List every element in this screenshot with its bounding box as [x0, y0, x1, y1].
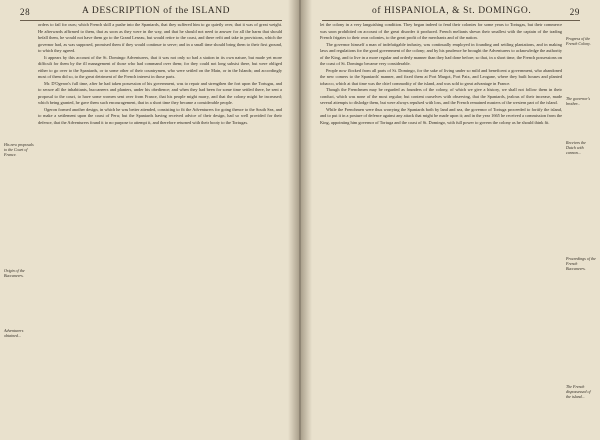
left-body-text [38, 22, 282, 126]
left-margin-note-1: His new proposals to the Court of France. [4, 142, 34, 157]
left-paragraph: Ogeron formed another design, in which he was better attended, consisting to fit the Adventurers for going thence to the South Sea, and to make a settlement upon the coast of Peru; but the Spaniards having received advice of their design, had so well provided for their defence, that the Adventurers found it to no purpose to attempt it, and therefore returned with their booty to the Tortugas. [38, 106, 282, 125]
left-page-number: 28 [20, 7, 31, 17]
left-margin-note-2: Origin of the Buccaneers. [4, 268, 25, 278]
right-margin-note-3: Receives the Dutch with cannon... [566, 140, 586, 155]
left-margin-note-3: Adventurers obtained... [4, 328, 24, 338]
right-margin-note-4: Proceedings of the French Buccaneers. [566, 256, 596, 271]
book-gutter [288, 0, 312, 440]
right-body-text [320, 22, 562, 126]
right-margin-note-2: The governor's brother... [566, 96, 591, 106]
right-head-rule [322, 20, 580, 21]
left-paragraph: orders to fail for ours; which French skill a pushe into the Spaniards, that they suffered him to go quietly over, that it was of great weight. He afterwards affirmed to them, that as soon as they were in the way, and that he should not need to answer for all the harm that should befall them, he would not have them go to the Grand Leseau, but would retire to the coast, and there refit and take in provisions, which the governor had, as was supposed, promised them if they would continue to serve; and in a small time should bring them to their first ground, to which they agreed. [38, 22, 282, 54]
left-head-rule [20, 20, 282, 21]
right-paragraph: People now flocked from all parts of St. Domingo, for the sake of living under so mild and beneficent a government, who abandoned the new comers to the Spaniards' manner, and fixed them at Port Margot, Port Paix, and Leogane, where they built houses and planted tobacco, which at that time was the chief commodity of the island, and was sold to great advantage in France. [320, 67, 562, 86]
right-running-head: of HISPANIOLA, & St. DOMINGO. [372, 6, 532, 16]
right-paragraph: Though the Frenchmen may be regarded as founders of the colony, of which we give a history, we shall not follow them in their conduct, which was none of the most regular; but content ourselves with observing, that the Spaniards, jealous of their increase, made several attempts to dislodge them, but were always repulsed with loss, and the French remained masters of the western part of the island. [320, 87, 562, 106]
left-paragraph: Mr. D'Ogeron's full time, after he had taken possession of his government, was to repair and strengthen the fort upon the Tortugas, and to secure all the inhabitants, buccaneers and planters, under his obedience; and when they had been for some time settled there, he sent a proposal to the court, to have some women sent over from France, that his people might marry, and that the colony might be increased; which being granted, he gave them such encouragement, that in a short time they became a considerable people. [38, 80, 282, 106]
right-paragraph: The governor himself a man of indefatigable industry, was continually employed in founding and settling plantations, and in making laws and regulations for the good government of the colony; and by his prudence he brought the Adventurers to acknowledge the authority of the King, and to live in a more regular and orderly manner than they had done before; so that, in a short time, the French possessions on the coast of St. Domingo became very considerable. [320, 41, 562, 67]
left-running-head: A DESCRIPTION of the ISLAND [82, 6, 231, 16]
right-page-number: 29 [569, 7, 580, 17]
right-margin-note-1: Progress of the French Colony. [566, 36, 591, 46]
right-page [300, 0, 600, 440]
right-paragraph: While the Frenchmen were thus worrying the Spaniards both by land and sea, the governor of Tortuga proceeded to fortify the island, and to put it in a posture of defence against any attack that might be made upon it; and in the year 1665 he received a commission from the King, appointing him governor of Tortuga and the coast of St. Domingo, with full power to govern the colony as he should think fit. [320, 106, 562, 125]
right-margin-note-5: The French dispossessed of the island... [566, 384, 591, 399]
left-paragraph: It appears by this account of the St. Domingo Adventurers, that it was not only so bad a station in its own nature, but made yet more difficult for them by the ill management of those who had command over them; for they could not long subsist there, but were obliged either to go over to the Spaniards, or to some other of their countrymen, who were settled on the Main, or in the Islands; and accordingly most of them did so, to the great detriment of the French interest in those parts. [38, 54, 282, 80]
right-paragraph: let the colony in a very languishing condition. They began indeed to fend their colonies for some years to Tortugas, but their commerce was soon prohibited on account of the great disorder it produced. French meliants shewn their smallest with the captain of the trading French frigates to their own colonies, to the great profit of the merchants and of the nation. [320, 22, 562, 41]
